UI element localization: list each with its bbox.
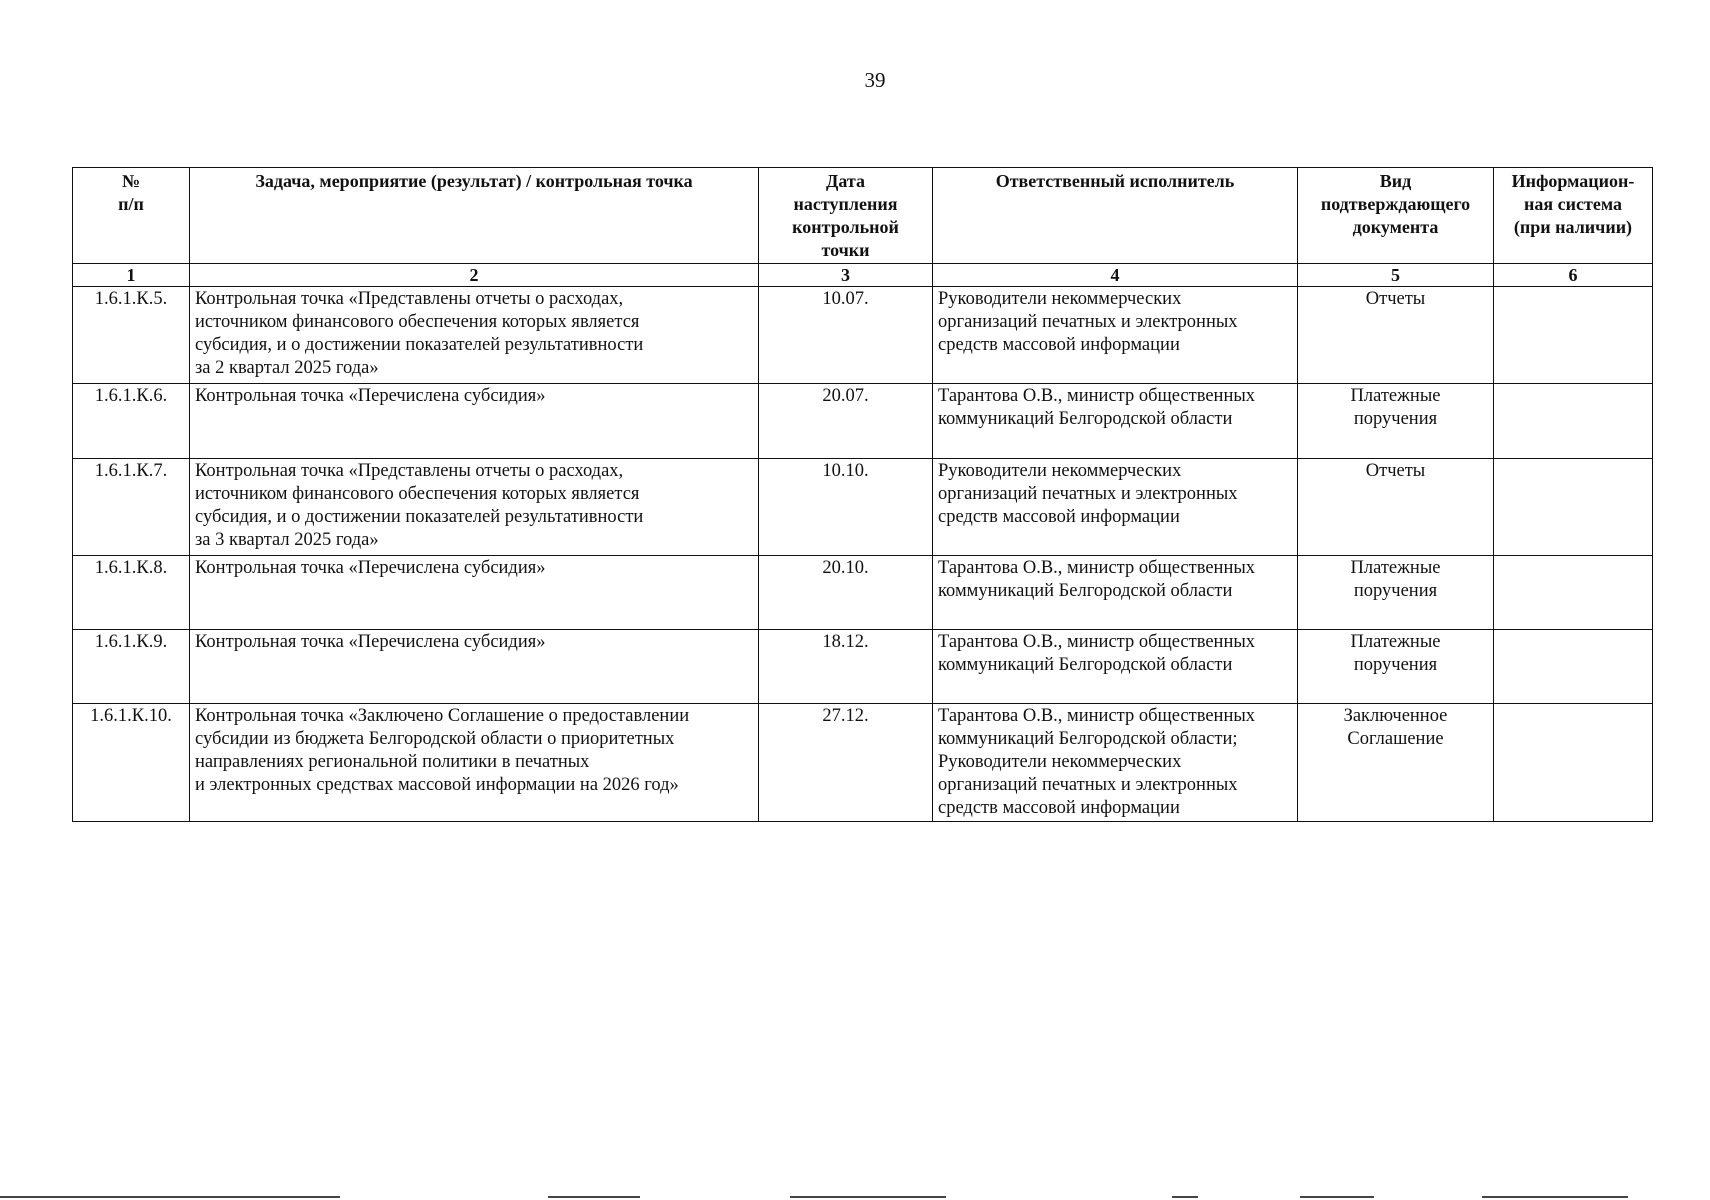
document-cell: Отчеты [1298, 287, 1494, 384]
table-header-row [73, 168, 1653, 264]
responsible-cell: Тарантова О.В., министр общественных коммуникаций Белгородской области [933, 556, 1298, 630]
table-row [73, 287, 1653, 384]
task-cell: Контрольная точка «Перечислена субсидия» [190, 556, 759, 630]
row-number: 1.6.1.К.8. [73, 556, 190, 630]
table-row [73, 704, 1653, 822]
table-row [73, 630, 1653, 704]
column-index: 2 [190, 264, 759, 287]
table-row [73, 459, 1653, 556]
row-number: 1.6.1.К.10. [73, 704, 190, 822]
document-cell: Платежные поручения [1298, 556, 1494, 630]
date-cell: 10.07. [759, 287, 933, 384]
scan-edge-mark [0, 1196, 340, 1198]
date-cell: 20.10. [759, 556, 933, 630]
scan-edge-mark [1300, 1196, 1374, 1198]
system-cell [1494, 384, 1653, 459]
task-cell: Контрольная точка «Перечислена субсидия» [190, 630, 759, 704]
date-cell: 10.10. [759, 459, 933, 556]
row-number: 1.6.1.К.6. [73, 384, 190, 459]
date-cell: 27.12. [759, 704, 933, 822]
column-index: 5 [1298, 264, 1494, 287]
system-cell [1494, 704, 1653, 822]
date-cell: 18.12. [759, 630, 933, 704]
responsible-cell: Тарантова О.В., министр общественных коммуникаций Белгородской области; Руководители некоммерческих организаций печатных и электронных средств массовой информации [933, 704, 1298, 822]
column-index-row [73, 264, 1653, 287]
column-index: 3 [759, 264, 933, 287]
task-cell: Контрольная точка «Перечислена субсидия» [190, 384, 759, 459]
system-cell [1494, 287, 1653, 384]
scan-edge-mark [548, 1196, 640, 1198]
system-cell [1494, 630, 1653, 704]
system-cell [1494, 556, 1653, 630]
column-header-system: Информацион- ная система (при наличии) [1494, 168, 1653, 264]
responsible-cell: Руководители некоммерческих организаций печатных и электронных средств массовой информации [933, 459, 1298, 556]
task-cell: Контрольная точка «Заключено Соглашение о предоставлении субсидии из бюджета Белгородской области о приоритетных направлениях региональной политики в печатных и электронных средствах массовой информации на 2026 год» [190, 704, 759, 822]
column-index: 6 [1494, 264, 1653, 287]
responsible-cell: Тарантова О.В., министр общественных коммуникаций Белгородской области [933, 384, 1298, 459]
column-header-document: Вид подтверждающего документа [1298, 168, 1494, 264]
document-cell: Платежные поручения [1298, 630, 1494, 704]
document-cell: Отчеты [1298, 459, 1494, 556]
column-index: 4 [933, 264, 1298, 287]
responsible-cell: Руководители некоммерческих организаций печатных и электронных средств массовой информации [933, 287, 1298, 384]
control-points-table [72, 167, 1653, 822]
row-number: 1.6.1.К.7. [73, 459, 190, 556]
system-cell [1494, 459, 1653, 556]
date-cell: 20.07. [759, 384, 933, 459]
row-number: 1.6.1.К.5. [73, 287, 190, 384]
column-header-date: Дата наступления контрольной точки [759, 168, 933, 264]
page-number: 39 [864, 68, 886, 92]
column-header-responsible: Ответственный исполнитель [933, 168, 1298, 264]
column-header-task: Задача, мероприятие (результат) / контрольная точка [190, 168, 759, 264]
table-row [73, 384, 1653, 459]
document-cell: Заключенное Соглашение [1298, 704, 1494, 822]
row-number: 1.6.1.К.9. [73, 630, 190, 704]
task-cell: Контрольная точка «Представлены отчеты о расходах, источником финансового обеспечения которых является субсидия, и о достижении показателей результативности за 2 квартал 2025 года» [190, 287, 759, 384]
scan-edge-mark [1482, 1196, 1628, 1198]
table-row [73, 556, 1653, 630]
column-index: 1 [73, 264, 190, 287]
responsible-cell: Тарантова О.В., министр общественных коммуникаций Белгородской области [933, 630, 1298, 704]
task-cell: Контрольная точка «Представлены отчеты о расходах, источником финансового обеспечения которых является субсидия, и о достижении показателей результативности за 3 квартал 2025 года» [190, 459, 759, 556]
scan-edge-mark [790, 1196, 946, 1198]
document-cell: Платежные поручения [1298, 384, 1494, 459]
table-body [73, 287, 1653, 822]
scan-edge-mark [1172, 1196, 1198, 1198]
column-header-number: № п/п [73, 168, 190, 264]
